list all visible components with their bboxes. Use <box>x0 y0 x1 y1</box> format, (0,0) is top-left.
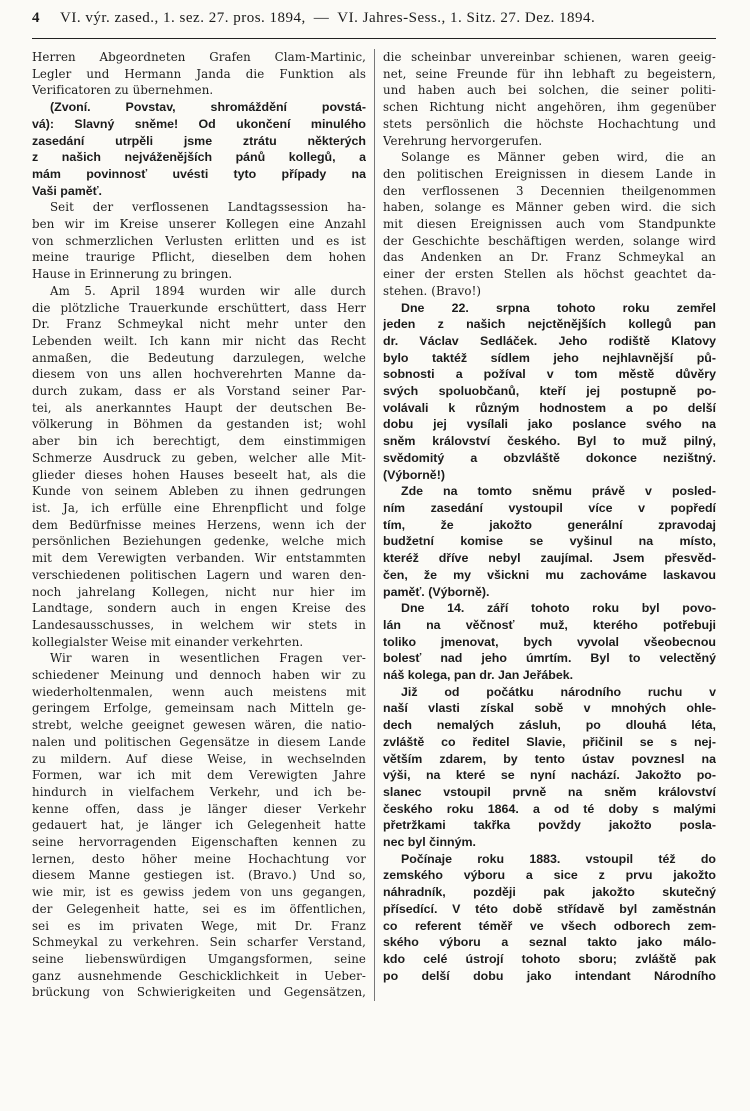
text-line: glieder dieses hohen Hauses beseelt hat, als die <box>32 467 366 482</box>
text-line: Vaši paměť. <box>32 183 102 198</box>
right-column <box>374 49 716 1001</box>
text-line: der Gelegenheit hatte, sei es im öffentlichen, <box>32 901 366 916</box>
text-line: durch zukam, dass er als Vorstand seiner Par- <box>32 384 366 399</box>
text-line: Formen, war ich mit dem Verewigten Jahre <box>32 768 366 783</box>
text-line: haben, solange es Männer geben wird. die sich <box>383 200 716 215</box>
text-line: Seit der verflossenen Landtagssession ha- <box>50 200 366 215</box>
text-line: strebt, welche geeignet gewesen wären, die natio- <box>32 718 366 733</box>
text-line: Schmerze Ausdruck zu geben, welcher alle Mit- <box>32 450 366 465</box>
text-line: paměť. (Výborně). <box>383 584 490 599</box>
text-line: tei, als anerkanntes Haupt der deutschen Be- <box>32 400 366 415</box>
text-line: Dr. Franz Schmeykal nicht mehr unter den <box>32 317 366 332</box>
text-line: větším zdarem, by tento ústav povznesl na <box>383 751 716 766</box>
text-line: verschiedenen politischen Lagern und waren den- <box>32 567 366 582</box>
text-line: dech nemalých zásluh, po dlouhá léta, <box>383 718 716 733</box>
text-line: brückung von Schwierigkeiten und Gegensätzen, <box>32 985 366 1000</box>
text-line: stets persönlich die höchste Hochachtung und <box>383 116 716 131</box>
text-line: aber bin ich berechtigt, dem einstimmigen <box>32 434 366 449</box>
text-line: Landesausschusses, in welchem wir stets in <box>32 617 366 632</box>
text-line: (Zvoní. Povstav, shromáždění povstá- <box>50 100 366 115</box>
header-czech: VI. výr. zased., 1. sez. 27. pros. 1894, <box>60 10 306 26</box>
text-line: und haben auch bei solchen, die seiner politi- <box>383 83 716 98</box>
text-line: dobu jej vysílali jako poslance svého na <box>383 417 716 432</box>
page-header <box>32 10 716 38</box>
text-line: ben wir im Kreise unserer Kollegen eine Anzahl <box>32 217 366 232</box>
text-line: lán na věčnosť muž, kterého potřebuji <box>383 617 716 632</box>
text-line: Dne 14. září tohoto roku byl povo- <box>401 601 716 616</box>
text-line: wie mir, ist es gewiss jedem von uns gegangen, <box>32 885 366 900</box>
text-line: Wir waren in wesentlichen Fragen ver- <box>50 651 366 666</box>
text-line: ganz ausnehmende Geschicklichkeit in Ueber- <box>32 968 366 983</box>
text-line: slanec vstoupil prvně na sněm království <box>383 784 716 799</box>
text-line: diesem von uns allen hochverehrten Manne da- <box>32 367 366 382</box>
text-line: völkerung in Böhmen da gestanden ist; wohl <box>32 417 366 432</box>
text-line: vá): Slavný sněme! Od ukončení minulého <box>32 116 366 131</box>
text-line: hindurch in vielfachem Verkehr, und ich be- <box>32 784 366 799</box>
text-line: výši, na které se nyní nachází. Jakožto po- <box>383 768 716 783</box>
text-line: die scheinbar unvereinbar schienen, waren geeig- <box>383 50 716 64</box>
text-line: (Výborně!) <box>383 467 445 482</box>
text-line: einer der ersten Stellen als höchst geachtet da- <box>383 267 716 282</box>
text-line: toliko jmenovat, bych vyvolal všeobecnou <box>383 634 716 649</box>
left-column <box>32 49 374 1001</box>
text-line: kteréž dříve nebyl zaujímal. Jsem přesvěd- <box>383 551 716 566</box>
text-line: von schmerzlichen Verlusten erlitten und es ist <box>32 233 366 248</box>
text-line: zvláště co ředitel Slavie, přičinil se s nej- <box>383 734 716 749</box>
text-line: mám povinnosť uvésti tyto případy na <box>32 166 366 181</box>
text-line: co referent téměř ve všech odborech zem- <box>383 918 716 933</box>
text-line: der Geschichte beschäftigen werden, solange wird <box>383 233 716 248</box>
text-line: net, seine Freunde für ihn lebhaft zu begeistern, <box>383 66 716 81</box>
text-line: nec byl činným. <box>383 835 476 850</box>
text-line: anmaßen, die Bedeutung darzulegen, welche <box>32 350 366 365</box>
text-line: Zde na tomto sněmu právě v posled- <box>401 484 716 499</box>
text-line: náš kolega, pan dr. Jan Jeřábek. <box>383 668 574 683</box>
text-line: seine liebenswürdigen Umgangsformen, seine <box>32 951 366 966</box>
text-line: náhradník, později pak jakožto skutečný <box>383 885 716 900</box>
header-dash: — <box>313 10 330 26</box>
text-line: Solange es Männer geben wird, die an <box>401 150 716 165</box>
text-line: čen, že my všickni mu zachováme laskavou <box>383 567 716 582</box>
text-line: stehen. (Bravo!) <box>383 283 482 298</box>
text-line: přetržkami takřka povždy jakožto posla- <box>383 818 716 833</box>
text-line: den verflossenen 3 Decennien theilgenommen <box>383 183 716 198</box>
text-line: svých spoluobčanů, kteří jej postupně po- <box>383 384 716 399</box>
text-line: geringem Erfolge, gemeinsam nach Mitteln ge- <box>32 701 366 716</box>
text-line: sei es im privaten Wege, mit Dr. Franz <box>32 918 366 933</box>
text-line: jeden z našich nejctěnějších kollegů pan <box>383 317 716 332</box>
text-line: gedauert hat, je länger ich Gelegenheit hatte <box>32 818 366 833</box>
header-rule <box>32 38 716 39</box>
text-line: volávali k různým hodnostem a po delší <box>383 400 716 415</box>
text-line: zasedání utrpěli jsme ztrátu některých <box>32 133 366 148</box>
text-line: svědomitý a obzvláště dokonce nezištný. <box>383 450 716 465</box>
text-line: kdo celé ústrojí tohoto sboru; zvláště pak <box>383 951 716 966</box>
text-line: diesem Manne gestiegen ist. (Bravo.) Und so, <box>32 868 366 883</box>
text-line: Verificatoren zu übernehmen. <box>32 83 214 98</box>
text-line: Verehrung hervorgerufen. <box>383 133 543 148</box>
text-line: zu mildern. Auf diese Weise, in wechselnden <box>32 751 366 766</box>
text-line: Schmeykal zu verkehren. Sein scharfer Verstand, <box>32 935 366 950</box>
text-line: českého roku 1864. a od té doby s malými <box>383 801 716 816</box>
text-line: mit dem Verewigten verbanden. Wir entstammten <box>32 551 366 566</box>
text-line: tím, že jakožto generální zpravodaj <box>383 517 716 532</box>
text-line: den politischen Ereignissen in diesem Lande in <box>383 166 716 181</box>
text-line: ist. Ja, ich erfülle eine Ehrenpflicht und folge <box>32 500 366 515</box>
text-line: Herren Abgeordneten Grafen Clam-Martinic, <box>32 50 366 64</box>
text-line: Legler und Hermann Janda die Funktion als <box>32 66 366 81</box>
text-line: přísedící. V této době střídavě byl zaměstnán <box>383 901 716 916</box>
text-line: Dne 22. srpna tohoto roku zemřel <box>401 300 716 315</box>
text-line: meine traurige Pflicht, dieselben dem hohen <box>32 250 366 265</box>
text-line: Počínaje roku 1883. vstoupil též do <box>401 851 716 866</box>
text-line: die plötzliche Trauerkunde erschüttert, dass Herr <box>32 300 366 315</box>
text-line: mit diesen Ereignissen auch vom Standpunkte <box>383 217 716 232</box>
page-number: 4 <box>32 10 40 26</box>
text-line: sněm království českého. Byl to muž pilný, <box>383 434 716 449</box>
text-line: dr. Václav Sedláček. Jeho rodiště Klatovy <box>383 333 716 348</box>
text-line: schiedener Meinung und dennoch haben wir zu <box>32 668 366 683</box>
text-line: Lebenden weilt. Ich kann mir nicht das Recht <box>32 333 366 348</box>
text-line: sobnosti a požíval v tom městě důvěry <box>383 367 716 382</box>
text-line: lernen, desto höher meine Hochachtung vor <box>32 851 366 866</box>
text-line: Hause in Erinnerung zu bringen. <box>32 267 233 282</box>
text-line: z našich nejváženějších pánů kollegů, a <box>32 150 366 165</box>
text-line: persönlichen Beziehungen gedenke, welche mich <box>32 534 366 549</box>
text-line: wiederholtenmalen, wenn auch meistens mit <box>32 684 366 699</box>
text-line: das Andenken an Dr. Franz Schmeykal an <box>383 250 716 265</box>
text-line: Již od počátku národního ruchu v <box>401 684 716 699</box>
header-german: VI. Jahres-Sess., 1. Sitz. 27. Dez. 1894. <box>337 10 596 26</box>
text-line: Am 5. April 1894 wurden wir alle durch <box>50 283 366 298</box>
text-line: zemského výboru a sice z prvu jakožto <box>383 868 716 883</box>
text-line: ním zasedání vystoupil více v popředí <box>383 500 716 515</box>
text-line: bolesť nad jeho úmrtím. Byl to velectěný <box>383 651 716 666</box>
text-line: noch jahrelang Kollegen, nicht nur hier im <box>32 584 366 599</box>
text-line: naší vlasti získal sobě v mnohých ohle- <box>383 701 716 716</box>
text-line: po delší dobu jako intendant Národního <box>383 968 716 983</box>
text-line: kenne offen, dass je länger dieser Verkehr <box>32 801 366 816</box>
text-line: nalen und politischen Gegensätze in diesem Lande <box>32 734 366 749</box>
text-line: ského výboru a seznal takto jako málo- <box>383 935 716 950</box>
text-line: schen Richtung nicht angehören, ihm gegenüber <box>383 100 716 115</box>
text-line: dem Bedürfnisse meines Herzens, wenn ich der <box>32 517 366 532</box>
text-line: seine hervorragenden Eigenschaften kennen zu <box>32 835 366 850</box>
text-line: Kunde von seinem Ableben zu ihnen gedrungen <box>32 484 366 499</box>
text-columns <box>32 49 716 1001</box>
text-line: bylo taktéž sídlem jeho nejhlavnější pů- <box>383 350 716 365</box>
text-line: Landtage, sondern auch in engen Kreise des <box>32 601 366 616</box>
text-line: budžetní komise se vyšinul na místo, <box>383 534 716 549</box>
text-line: kollegialster Weise mit einander verkehrten. <box>32 634 304 649</box>
